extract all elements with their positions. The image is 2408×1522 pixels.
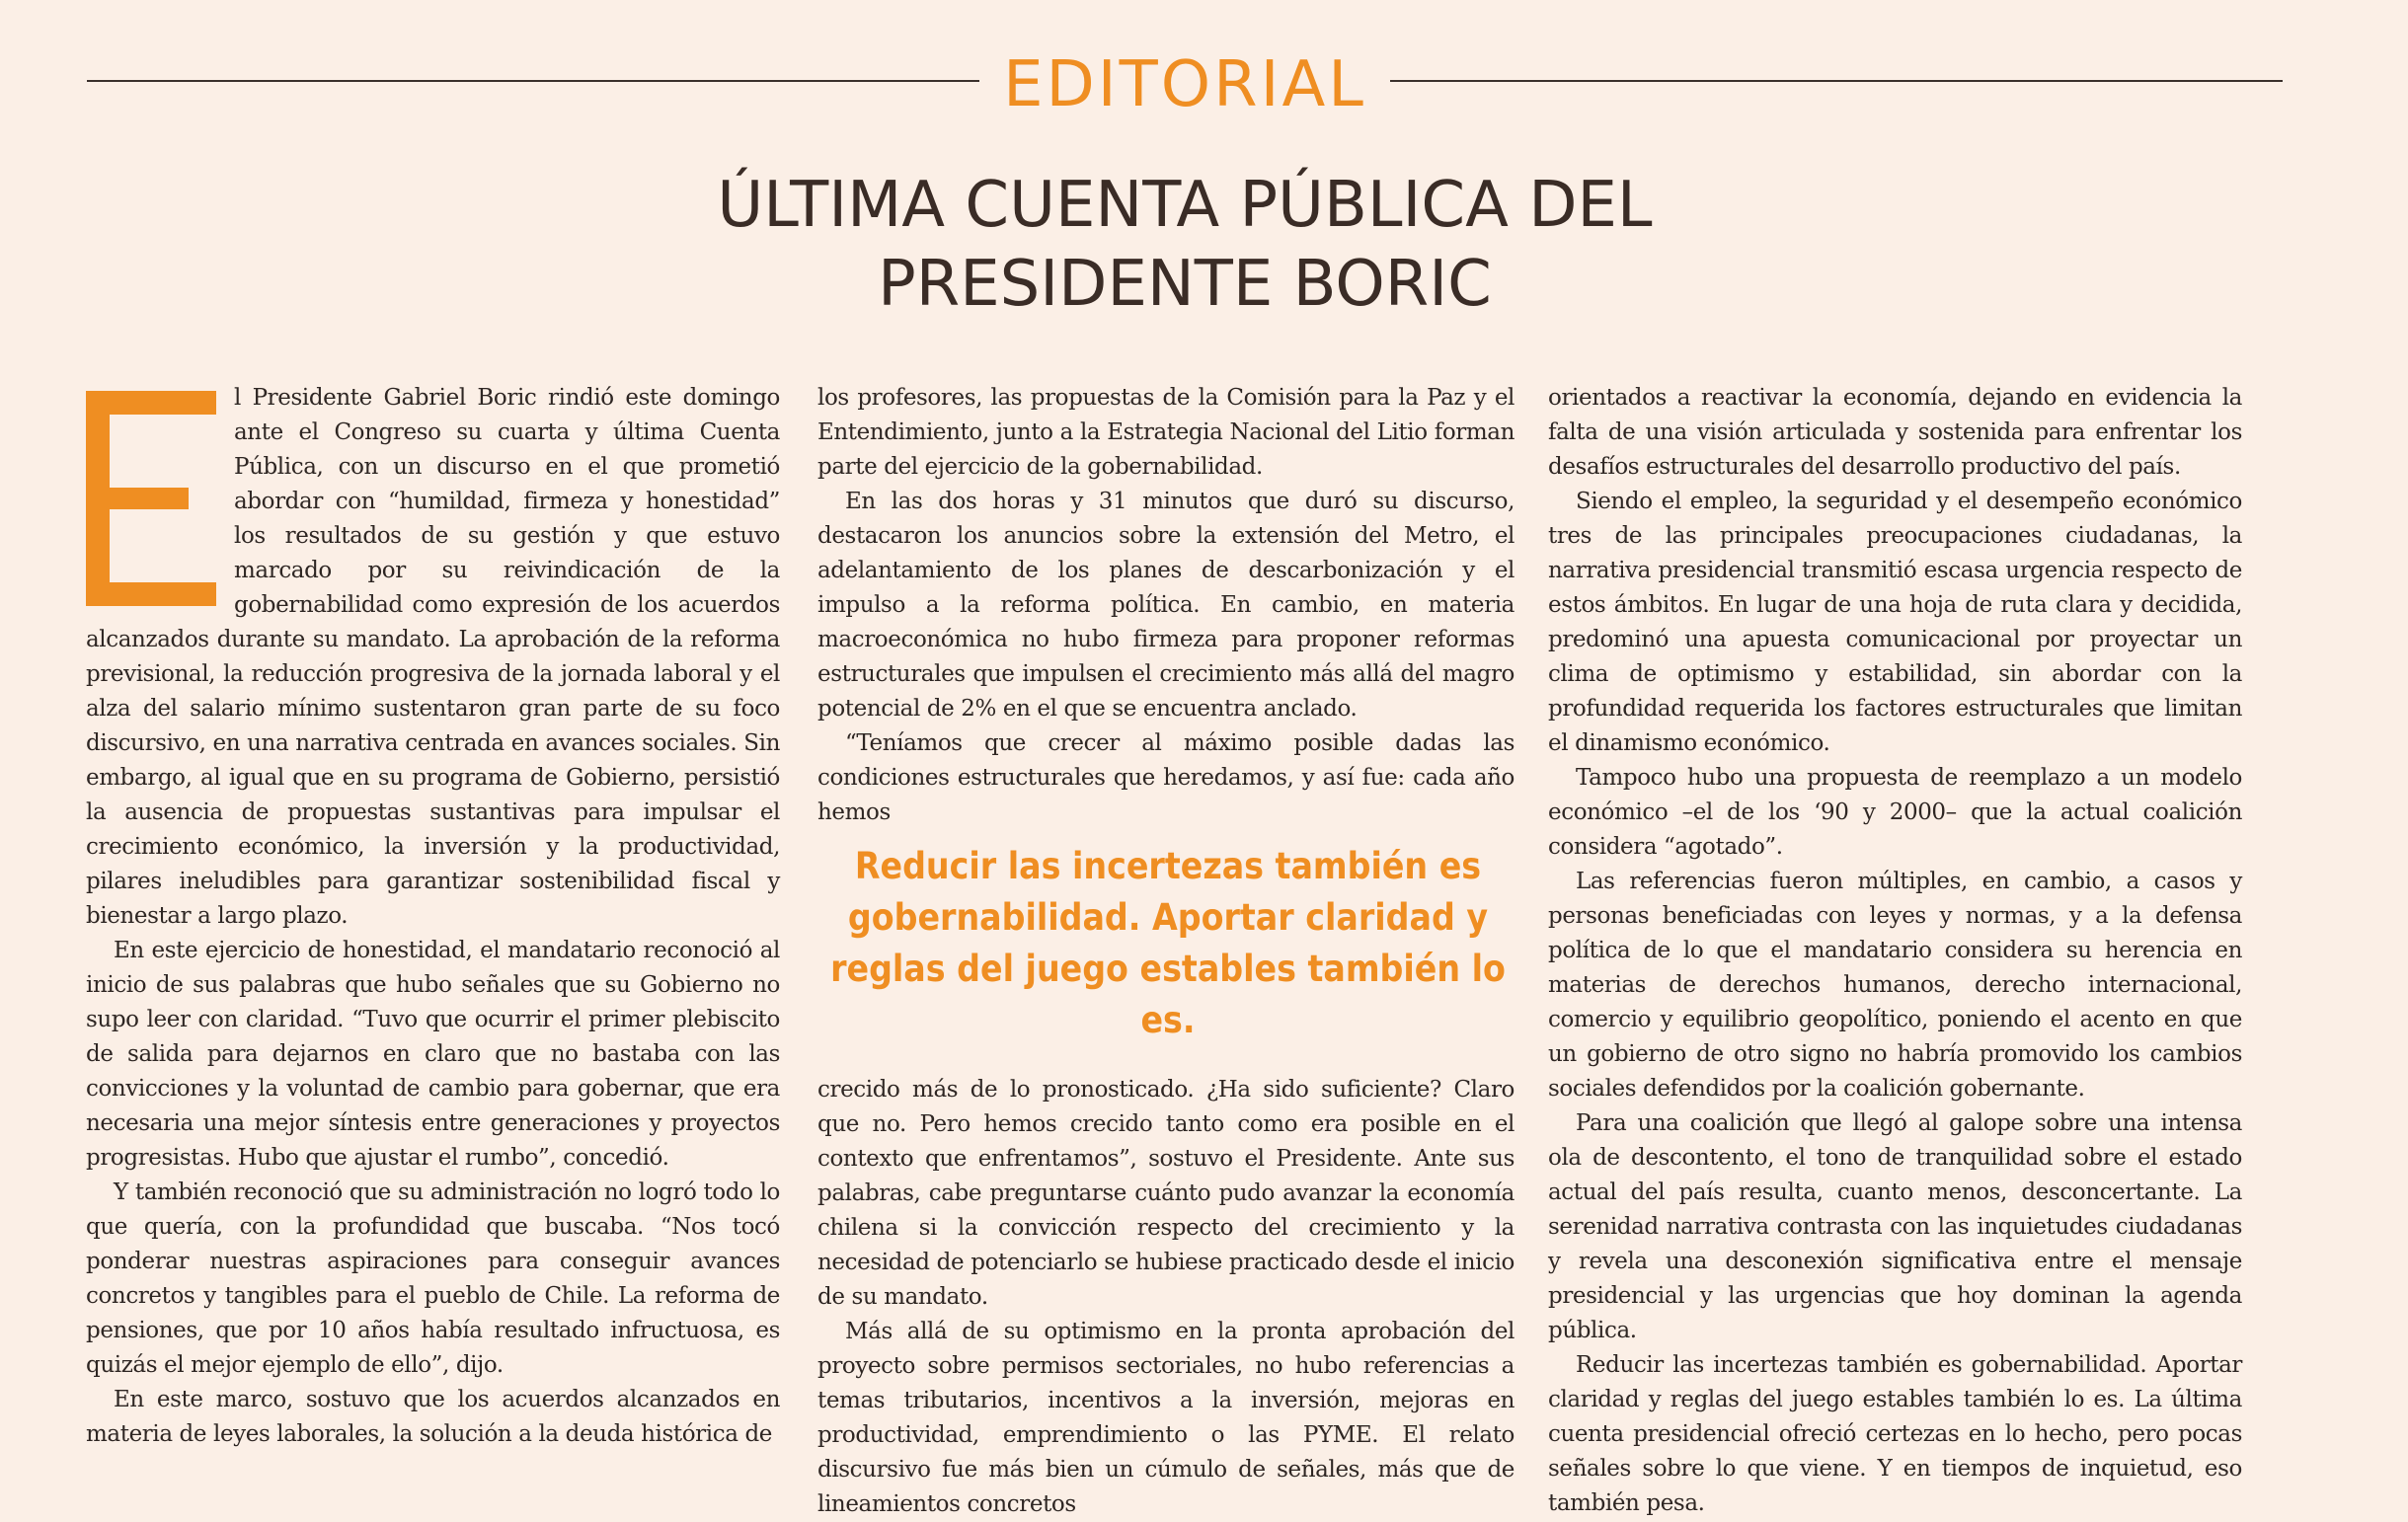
paragraph: Para una coalición que llegó al galope sobre una intensa ola de descontento, el tono de tranquilidad sobre el estado actual del país resulta, cuanto menos, desconcertante. La serenidad narrativa contrasta con las inquietudes ciudadanas y revela una desconexión significativa entre el mensaje presidencial y las urgencias que hoy dominan la agenda pública. (1548, 1110, 2242, 1343)
drop-cap-letter (86, 391, 87, 392)
header-rule-right (1390, 80, 2283, 82)
paragraph: los profesores, las propuestas de la Comisión para la Paz y el Entendimiento, junto a la Estrategia Nacional del Litio forman parte del ejercicio de la gobernabilidad. (817, 385, 1515, 480)
paragraph: Tampoco hubo una propuesta de reemplazo a un modelo económico –el de los ‘90 y 2000– que la actual coalición considera “agotado”. (1548, 765, 2242, 860)
paragraph: Las referencias fueron múltiples, en cambio, a casos y personas beneficiadas con leyes y normas, y a la defensa política de lo que el mandatario considera su herencia en materias de derechos humanos, derecho internacional, comercio y equilibrio geopolítico, poniendo el acento en que un gobierno de otro signo no habría promovido los cambios sociales defendidos por la coalición gobernante. (1548, 869, 2242, 1102)
paragraph: Más allá de su optimismo en la pronta aprobación del proyecto sobre permisos sectoriales, no hubo referencias a temas tributarios, incentivos a la inversión, mejoras en productividad, emprendimiento o las PYME. El relato discursivo fue más bien un cúmulo de señales, más que de lineamientos concretos (817, 1319, 1515, 1517)
paragraph: l Presidente Gabriel Boric rindió este domingo ante el Congreso su cuarta y última Cuenta Pública, con un discurso en el que prometió abordar con “humildad, firmeza y honestidad” los resultados de su gestión y que estuvo marcado por su reivindicación de la gobernabilidad como expresión de los acuerdos alcanzados durante su mandato. La aprobación de la reforma previsional, la reducción progresiva de la jornada laboral y el alza del salario mínimo sustentaron gran parte de su foco discursivo, en una narrativa centrada en avances sociales. Sin embargo, al igual que en su programa de Gobierno, persistió la ausencia de propuestas sustantivas para impulsar el crecimiento económico, la inversión y la productividad, pilares ineludibles para garantizar sostenibilidad fiscal y bienestar a largo plazo. (86, 385, 780, 929)
drop-cap-graphic (86, 391, 216, 606)
paragraph: En este ejercicio de honestidad, el mandatario reconoció al inicio de sus palabras que hubo señales que su Gobierno no supo leer con claridad. “Tuvo que ocurrir el primer plebiscito de salida para dejarnos en claro que no bastaba con las convicciones y la voluntad de cambio para gobernar, que era necesaria una mejor síntesis entre generaciones y proyectos progresistas. Hubo que ajustar el rumbo”, concedió. (86, 938, 780, 1171)
headline-line-2: PRESIDENTE BORIC (878, 248, 1492, 321)
article-column-2-continued (817, 1073, 1515, 1522)
headline (415, 166, 1955, 324)
article-column-2 (817, 381, 1515, 830)
drop-cap (86, 391, 216, 606)
paragraph: orientados a reactivar la economía, dejando en evidencia la falta de una visión articulada y sostenida para enfrentar los desafíos estructurales del desarrollo productivo del país. (1548, 385, 2242, 480)
paragraph: En este marco, sostuvo que los acuerdos alcanzados en materia de leyes laborales, la solución a la deuda histórica de (86, 1387, 780, 1447)
article-column-3 (1548, 381, 2242, 1521)
header-rule-left (87, 80, 979, 82)
pull-quote: Reducir las incertezas también es gobernabilidad. Aportar claridad y reglas del juego estables también lo es. (830, 845, 1506, 1041)
paragraph: Y también reconoció que su administración no logró todo lo que quería, con la profundidad que buscaba. “Nos tocó ponderar nuestras aspiraciones para conseguir avances concretos y tangibles para el pueblo de Chile. La reforma de pensiones, que por 10 años había resultado infructuosa, es quizás el mejor ejemplo de ello”, dijo. (86, 1180, 780, 1378)
paragraph: En las dos horas y 31 minutos que duró su discurso, destacaron los anuncios sobre la extensión del Metro, el adelantamiento de los planes de descarbonización y el impulso a la reforma política. En cambio, en materia macroeconómica no hubo firmeza para proponer reformas estructurales que impulsen el crecimiento más allá del magro potencial de 2% en el que se encuentra anclado. (817, 489, 1515, 722)
paragraph: Reducir las incertezas también es gobernabilidad. Aportar claridad y reglas del juego estables también lo es. La última cuenta presidencial ofreció certezas en lo hecho, pero pocas señales sobre lo que viene. Y en tiempos de inquietud, eso también pesa. (1548, 1352, 2242, 1516)
paragraph: Siendo el empleo, la seguridad y el desempeño económico tres de las principales preocupaciones ciudadanas, la narrativa presidencial transmitió escasa urgencia respecto de estos ámbitos. En lugar de una hoja de ruta clara y decidida, predominó una apuesta comunicacional por proyectar un clima de optimismo y estabilidad, sin abordar con la profundidad requerida los factores estructurales que limitan el dinamismo económico. (1548, 489, 2242, 756)
paragraph: crecido más de lo pronosticado. ¿Ha sido suficiente? Claro que no. Pero hemos crecido tanto como era posible en el contexto que enfrentamos”, sostuvo el Presidente. Ante sus palabras, cabe preguntarse cuánto pudo avanzar la economía chilena si la convicción respecto del crecimiento y la necesidad de potenciarlo se hubiese practicado desde el inicio de su mandato. (817, 1077, 1515, 1310)
section-label: EDITORIAL (1003, 48, 1366, 121)
article-column-1 (86, 381, 780, 1452)
paragraph: “Teníamos que crecer al máximo posible dadas las condiciones estructurales que heredamos, y así fue: cada año hemos (817, 730, 1515, 825)
headline-line-1: ÚLTIMA CUENTA PÚBLICA DEL (717, 169, 1653, 242)
